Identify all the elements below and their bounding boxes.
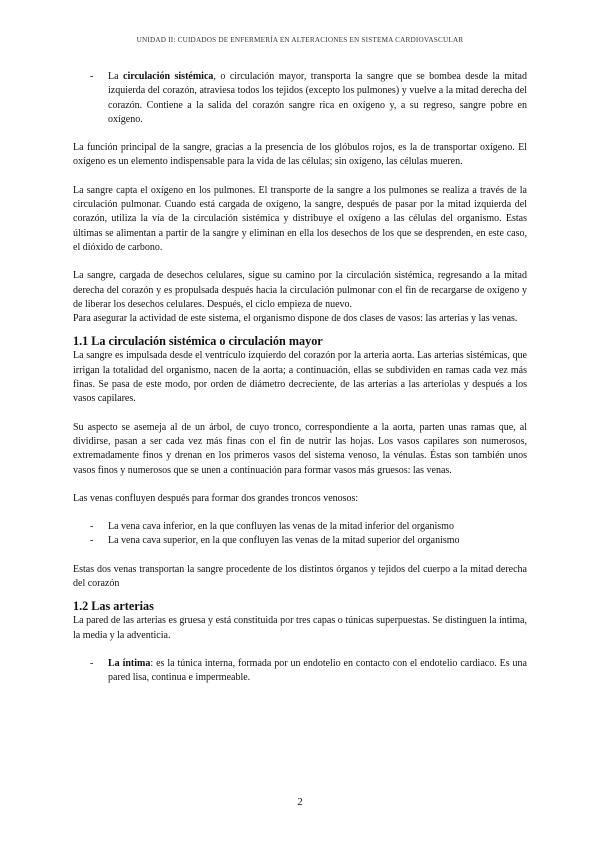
list-dash: - <box>90 521 94 533</box>
list-item-text: La vena cava inferior, en la que confluyen las venas de la mitad inferior del organismo <box>108 521 454 533</box>
item-term: La íntima <box>108 657 151 669</box>
list-item-circulacion-sistemica <box>73 70 527 127</box>
page-number: 2 <box>297 796 303 808</box>
paragraph: Las venas confluyen después para formar dos grandes troncos venosos: <box>73 492 359 504</box>
section-heading: 1.1 La circulación sistémica o circulación mayor <box>73 334 323 349</box>
list-dash: - <box>90 71 94 82</box>
item-text: : es la túnica interna, formada por un endotelio en contacto con el endotelio cardiaco. Es una pared lisa, continua e impermeable. <box>108 657 527 684</box>
paragraph: La sangre capta el oxígeno en los pulmones. El transporte de la sangre a los pulmones se realiza a través de la circulación pulmonar. Cuando está cargada de oxígeno, la sangre, después de pasar por la mitad izquierda del corazón, utiliza la vía de la circulación sistémica y distribuye el oxígeno a las células del organismo. Estas últimas se alimentan a partir de la sangre y eliminan en ella los desechos de los que se desprenden, en este caso, el dióxido de carbono. <box>73 184 527 253</box>
list-item-text: La vena cava superior, en la que confluyen las venas de la mitad superior del organismo <box>108 535 460 547</box>
list-item-intima <box>73 657 527 686</box>
item-text: , o circulación mayor, transporta la sangre que se bombea desde la mitad izquierda del corazón, atraviesa todos los tejidos (excepto los pulmones) y vuelve a la mitad derecha del corazón. Contiene a la salida del corazón sangre rica en oxígeno y, a su regreso, sangre pobre en oxígeno. <box>108 71 527 125</box>
paragraph: Estas dos venas transportan la sangre procedente de los distintos órganos y tejidos del cuerpo a la mitad derecha del corazón <box>73 563 527 590</box>
paragraph: La sangre, cargada de desechos celulares, sigue su camino por la circulación sistémica, regresando a la mitad derecha del corazón y es propulsada después hacia la circulación pulmonar con el fin de recargarse de oxígeno y de liberar los desechos celulares. Después, el ciclo empieza de nuevo. <box>73 270 527 310</box>
list-item <box>73 520 527 534</box>
paragraph: La función principal de la sangre, gracias a la presencia de los glóbulos rojos, es la de transportar oxígeno. El oxígeno es un elemento indispensable para la vida de las células; sin oxígeno, las células mueren. <box>73 142 527 168</box>
paragraph: Su aspecto se asemeja al de un árbol, de cuyo tronco, correspondiente a la aorta, parten unas ramas que, al dividirse, pasan a ser cada vez más finas con el fin de nutrir las hojas. Los vasos capilares son numerosos, extremadamente finos y drenan en los primeros vasos del sistema venoso, la vénulas. Éstas son también unos vasos finos y numerosos que se unen a continuación para formar vasos más gruesos: las venas. <box>73 421 527 476</box>
list-dash: - <box>90 657 94 669</box>
section-heading: 1.2 Las arterias <box>73 599 154 614</box>
item-pre: La <box>108 71 124 82</box>
list-dash: - <box>90 535 94 547</box>
page-content <box>73 70 527 686</box>
paragraph: La pared de las arterias es gruesa y está constituida por tres capas o túnicas superpuestas. Se distinguen la íntima, la media y la adventicia. <box>73 615 527 641</box>
page-header: UNIDAD II: CUIDADOS DE ENFERMERÍA EN ALTERACIONES EN SISTEMA CARDIOVASCULAR <box>136 36 464 44</box>
paragraph: La sangre es impulsada desde el ventrículo izquierdo del corazón por la arteria aorta. Las arterias sistémicas, que irrigan la totalidad del organismo, nacen de la aorta; a continuación, ellas se subdividen en ramas cada vez más finas. Se pasa de este modo, por orden de diámetro decreciente, de las arterias a las arteriolas y después a los vasos capilares. <box>73 350 527 405</box>
paragraph: Para asegurar la actividad de este sistema, el organismo dispone de dos clases de vasos: las arterias y las venas. <box>73 313 518 325</box>
item-term: circulación sistémica <box>123 71 214 82</box>
list-item <box>73 534 527 548</box>
